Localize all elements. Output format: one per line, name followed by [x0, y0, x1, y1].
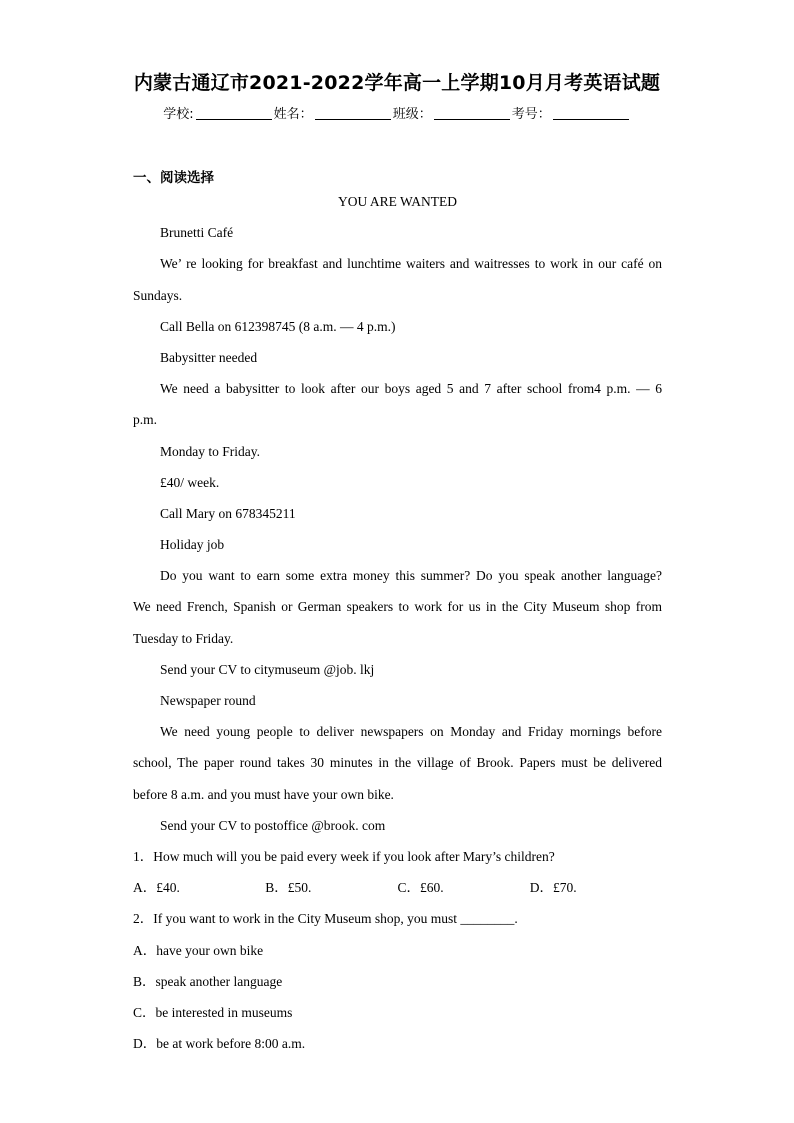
student-info-line — [0, 103, 794, 122]
passage-line: Newspaper round — [160, 693, 256, 708]
passage-line: Monday to Friday. — [160, 443, 260, 459]
answer-option: D．be at work before 8:00 a.m. — [133, 1036, 306, 1052]
class-blank — [434, 119, 510, 120]
passage-line: Tuesday to Friday. — [133, 630, 234, 646]
document-title: 内蒙古通辽市2021-2022学年高一上学期10月月考英语试题 — [133, 72, 661, 94]
answer-option: C．£60. — [397, 880, 444, 896]
passage-body — [133, 186, 662, 1059]
passage-line: Babysitter needed — [160, 349, 258, 365]
answer-option: D．£70. — [529, 880, 577, 896]
section-heading: 一、阅读选择 — [133, 170, 214, 186]
passage-line: before 8 a.m. and you must have your own bike. — [133, 786, 394, 802]
passage-heading: YOU ARE WANTED — [338, 194, 457, 209]
passage-line: Send your CV to postoffice @brook. com — [160, 817, 386, 833]
passage-line: school, The paper round takes 30 minutes in the village of Brook. Papers must be delivered — [133, 755, 662, 771]
answer-option: B．speak another language — [133, 973, 283, 989]
class-label: 班级： — [392, 107, 432, 122]
passage-line: Call Mary on 678345211 — [160, 505, 296, 521]
school-label: 学校: — [163, 107, 194, 122]
answer-option: C．be interested in museums — [133, 1004, 293, 1020]
number-blank — [553, 119, 629, 120]
question-stem: 2．If you want to work in the City Museum shop, you must ________. — [133, 911, 518, 927]
answer-option: A．have your own bike — [133, 942, 264, 958]
passage-line: Do you want to earn some extra money this summer? Do you speak another language? — [160, 568, 662, 584]
name-blank — [315, 119, 391, 120]
passage-line: We need a babysitter to look after our boys aged 5 and 7 after school from4 p.m. — 6 — [160, 381, 662, 397]
school-blank — [196, 119, 272, 120]
passage-line: We need young people to deliver newspapers on Monday and Friday mornings before — [160, 724, 662, 740]
passage-line: £40/ week. — [160, 474, 220, 490]
name-label: 姓名： — [273, 107, 313, 122]
number-label: 考号： — [511, 107, 551, 122]
question-stem: 1．How much will you be paid every week if you look after Mary’s children? — [133, 848, 555, 864]
answer-option: A．£40. — [133, 880, 180, 896]
passage-line: Send your CV to citymuseum @job. lkj — [160, 661, 375, 677]
answer-option: B．£50. — [265, 880, 312, 896]
passage-line: Call Bella on 612398745 (8 a.m. — 4 p.m.) — [160, 318, 396, 334]
passage-line: Holiday job — [160, 537, 225, 553]
passage-line: We need French, Spanish or German speakers to work for us in the City Museum shop from — [133, 599, 662, 615]
options-row — [133, 872, 662, 903]
passage-line: Brunetti Café — [160, 225, 234, 241]
passage-line: Sundays. — [133, 287, 183, 303]
passage-line: p.m. — [133, 412, 158, 428]
passage-line: We’ re looking for breakfast and lunchtime waiters and waitresses to work in our café on — [160, 256, 662, 272]
